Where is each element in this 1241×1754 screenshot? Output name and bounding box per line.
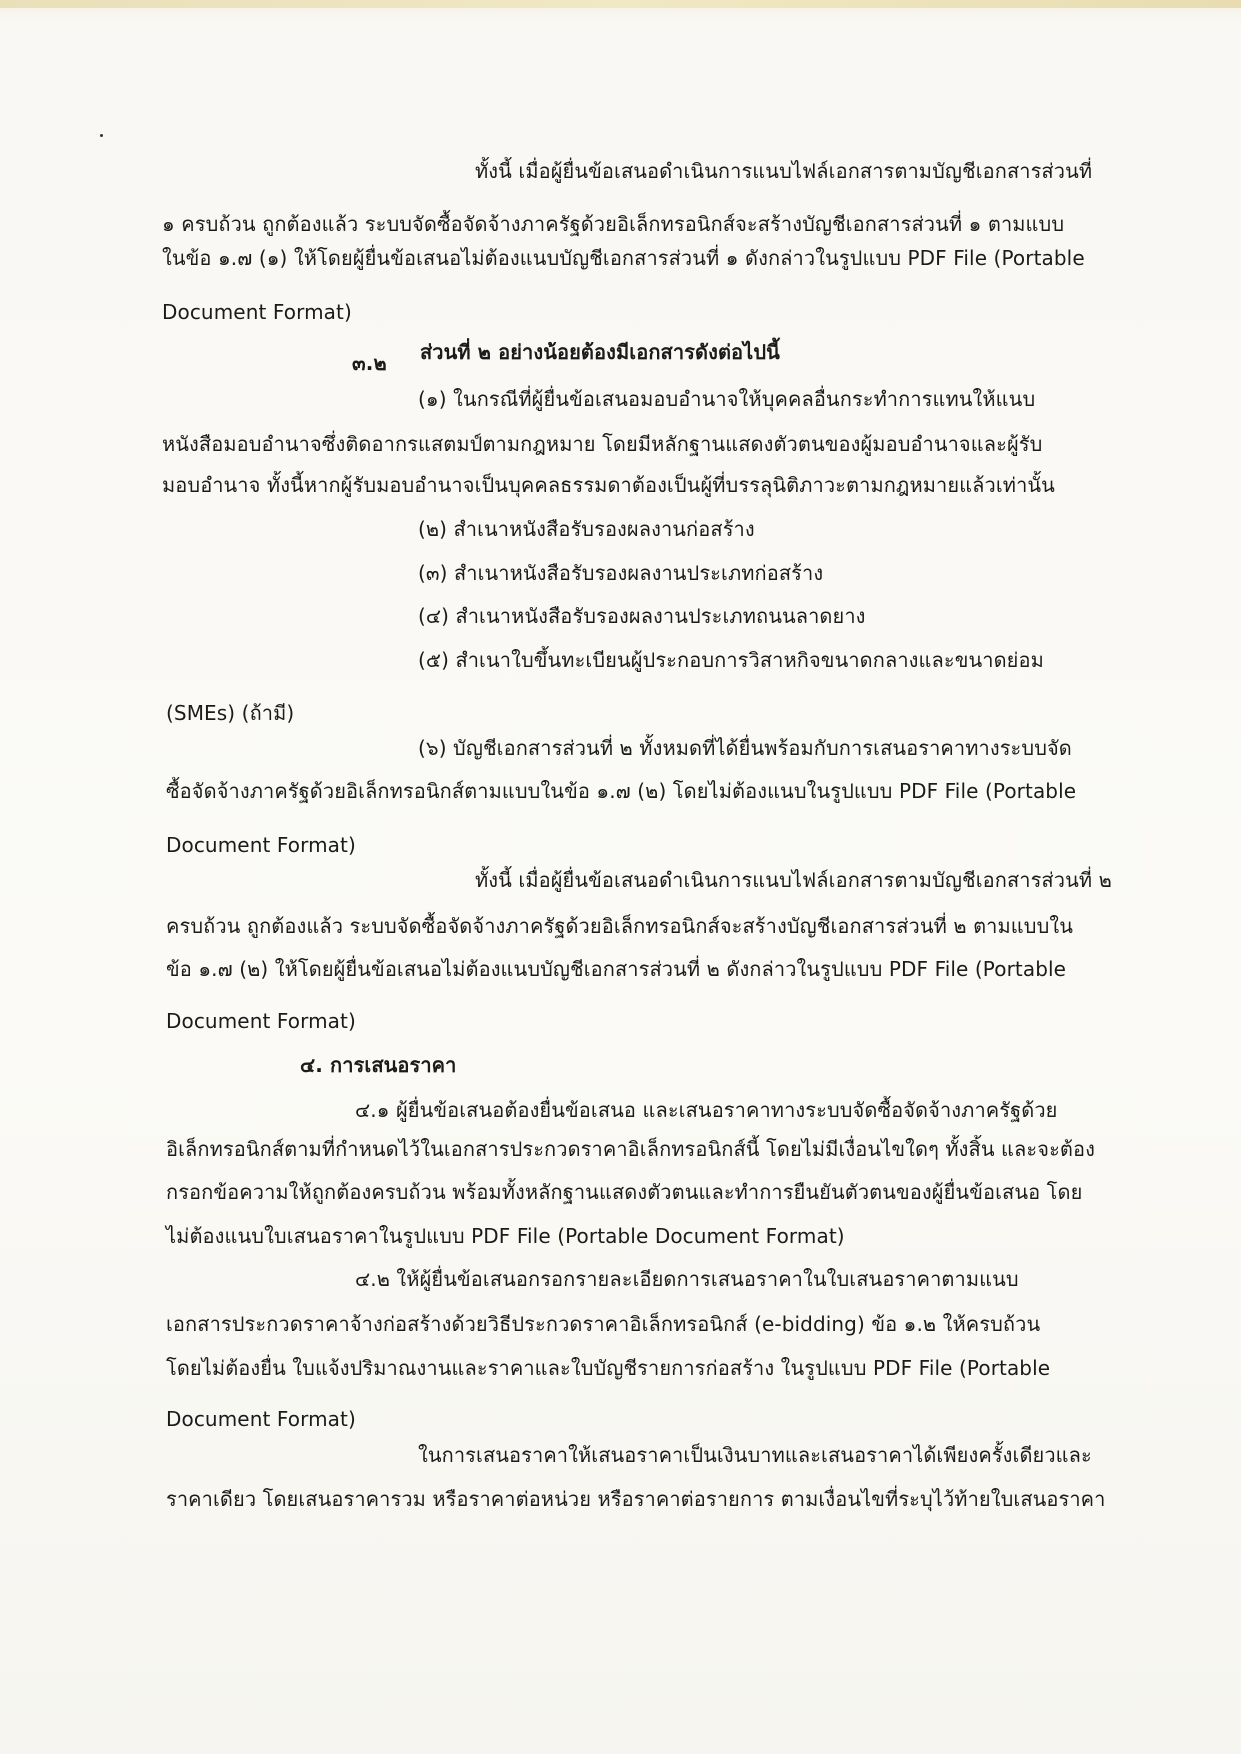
text-line: ๔.๒ ให้ผู้ยื่นข้อเสนอกรอกรายละเอียดการเสนอราคาในใบเสนอราคาตามแนบ xyxy=(355,1267,1019,1291)
text-line: (SMEs) (ถ้ามี) xyxy=(166,701,295,725)
text-line: ซื้อจัดจ้างภาครัฐด้วยอิเล็กทรอนิกส์ตามแบบในข้อ ๑.๗ (๒) โดยไม่ต้องแนบในรูปแบบ PDF File (Portable xyxy=(166,779,1077,803)
list-item: (๖) บัญชีเอกสารส่วนที่ ๒ ทั้งหมดที่ได้ยื่นพร้อมกับการเสนอราคาทางระบบจัด xyxy=(418,736,1072,760)
text-line: หนังสือมอบอำนาจซึ่งติดอากรแสตมป์ตามกฎหมาย โดยมีหลักฐานแสดงตัวตนของผู้มอบอำนาจและผู้รับ xyxy=(162,432,1043,456)
text-line: ทั้งนี้ เมื่อผู้ยื่นข้อเสนอดำเนินการแนบไฟล์เอกสารตามบัญชีเอกสารส่วนที่ xyxy=(475,159,1093,183)
page-top-edge xyxy=(0,0,1241,8)
text-line: Document Format) xyxy=(166,833,356,857)
text-line: ข้อ ๑.๗ (๒) ให้โดยผู้ยื่นข้อเสนอไม่ต้องแนบบัญชีเอกสารส่วนที่ ๒ ดังกล่าวในรูปแบบ PDF File (Portable xyxy=(166,957,1067,981)
text-line: Document Format) xyxy=(166,1407,356,1431)
text-line: ๔.๑ ผู้ยื่นข้อเสนอต้องยื่นข้อเสนอ และเสนอราคาทางระบบจัดซื้อจัดจ้างภาครัฐด้วย xyxy=(355,1098,1058,1122)
text-line: โดยไม่ต้องยื่น ใบแจ้งปริมาณงานและราคาและใบบัญชีรายการก่อสร้าง ในรูปแบบ PDF File (Portable xyxy=(166,1356,1051,1380)
page-speck xyxy=(100,134,103,137)
text-line: กรอกข้อความให้ถูกต้องครบถ้วน พร้อมทั้งหลักฐานแสดงตัวตนและทำการยืนยันตัวตนของผู้ยื่นข้อเสนอ โดย xyxy=(166,1180,1083,1204)
text-line: Document Format) xyxy=(166,1009,356,1033)
list-item: (๕) สำเนาใบขึ้นทะเบียนผู้ประกอบการวิสาหกิจขนาดกลางและขนาดย่อม xyxy=(418,648,1044,672)
text-line: Document Format) xyxy=(162,300,352,324)
text-line: ราคาเดียว โดยเสนอราคารวม หรือราคาต่อหน่วย หรือราคาต่อรายการ ตามเงื่อนไขที่ระบุไว้ท้ายใบเสนอราคา xyxy=(166,1487,1106,1511)
section-heading: ๔. การเสนอราคา xyxy=(300,1053,457,1077)
section-heading: ส่วนที่ ๒ อย่างน้อยต้องมีเอกสารดังต่อไปนี้ xyxy=(420,340,780,364)
text-line: ครบถ้วน ถูกต้องแล้ว ระบบจัดซื้อจัดจ้างภาครัฐด้วยอิเล็กทรอนิกส์จะสร้างบัญชีเอกสารส่วนที่ ๒ ตามแบบใน xyxy=(166,914,1074,938)
text-line: มอบอำนาจ ทั้งนี้หากผู้รับมอบอำนาจเป็นบุคคลธรรมดาต้องเป็นผู้ที่บรรลุนิติภาวะตามกฎหมายแล้วเท่านั้น xyxy=(162,473,1055,497)
text-line: ไม่ต้องแนบใบเสนอราคาในรูปแบบ PDF File (Portable Document Format) xyxy=(166,1224,845,1248)
list-item: (๔) สำเนาหนังสือรับรองผลงานประเภทถนนลาดยาง xyxy=(418,604,866,628)
text-line: ๑ ครบถ้วน ถูกต้องแล้ว ระบบจัดซื้อจัดจ้างภาครัฐด้วยอิเล็กทรอนิกส์จะสร้างบัญชีเอกสารส่วนที่ ๑ ตามแบบ xyxy=(162,212,1065,236)
text-line: ในการเสนอราคาให้เสนอราคาเป็นเงินบาทและเสนอราคาได้เพียงครั้งเดียวและ xyxy=(418,1443,1092,1467)
text-line: อิเล็กทรอนิกส์ตามที่กำหนดไว้ในเอกสารประกวดราคาอิเล็กทรอนิกส์นี้ โดยไม่มีเงื่อนไขใดๆ ทั้งสิ้น และจะต้อง xyxy=(166,1137,1095,1161)
section-number: ๓.๒ xyxy=(352,351,387,375)
list-item: (๒) สำเนาหนังสือรับรองผลงานก่อสร้าง xyxy=(418,517,755,541)
text-line: เอกสารประกวดราคาจ้างก่อสร้างด้วยวิธีประกวดราคาอิเล็กทรอนิกส์ (e-bidding) ข้อ ๑.๒ ให้ครบถ้วน xyxy=(166,1312,1041,1336)
list-item: (๓) สำเนาหนังสือรับรองผลงานประเภทก่อสร้าง xyxy=(418,561,824,585)
text-line: ทั้งนี้ เมื่อผู้ยื่นข้อเสนอดำเนินการแนบไฟล์เอกสารตามบัญชีเอกสารส่วนที่ ๒ xyxy=(475,868,1112,892)
text-line: ในข้อ ๑.๗ (๑) ให้โดยผู้ยื่นข้อเสนอไม่ต้องแนบบัญชีเอกสารส่วนที่ ๑ ดังกล่าวในรูปแบบ PDF File (Portable xyxy=(162,246,1085,270)
text-line: (๑) ในกรณีที่ผู้ยื่นข้อเสนอมอบอำนาจให้บุคคลอื่นกระทำการแทนให้แนบ xyxy=(418,387,1036,411)
